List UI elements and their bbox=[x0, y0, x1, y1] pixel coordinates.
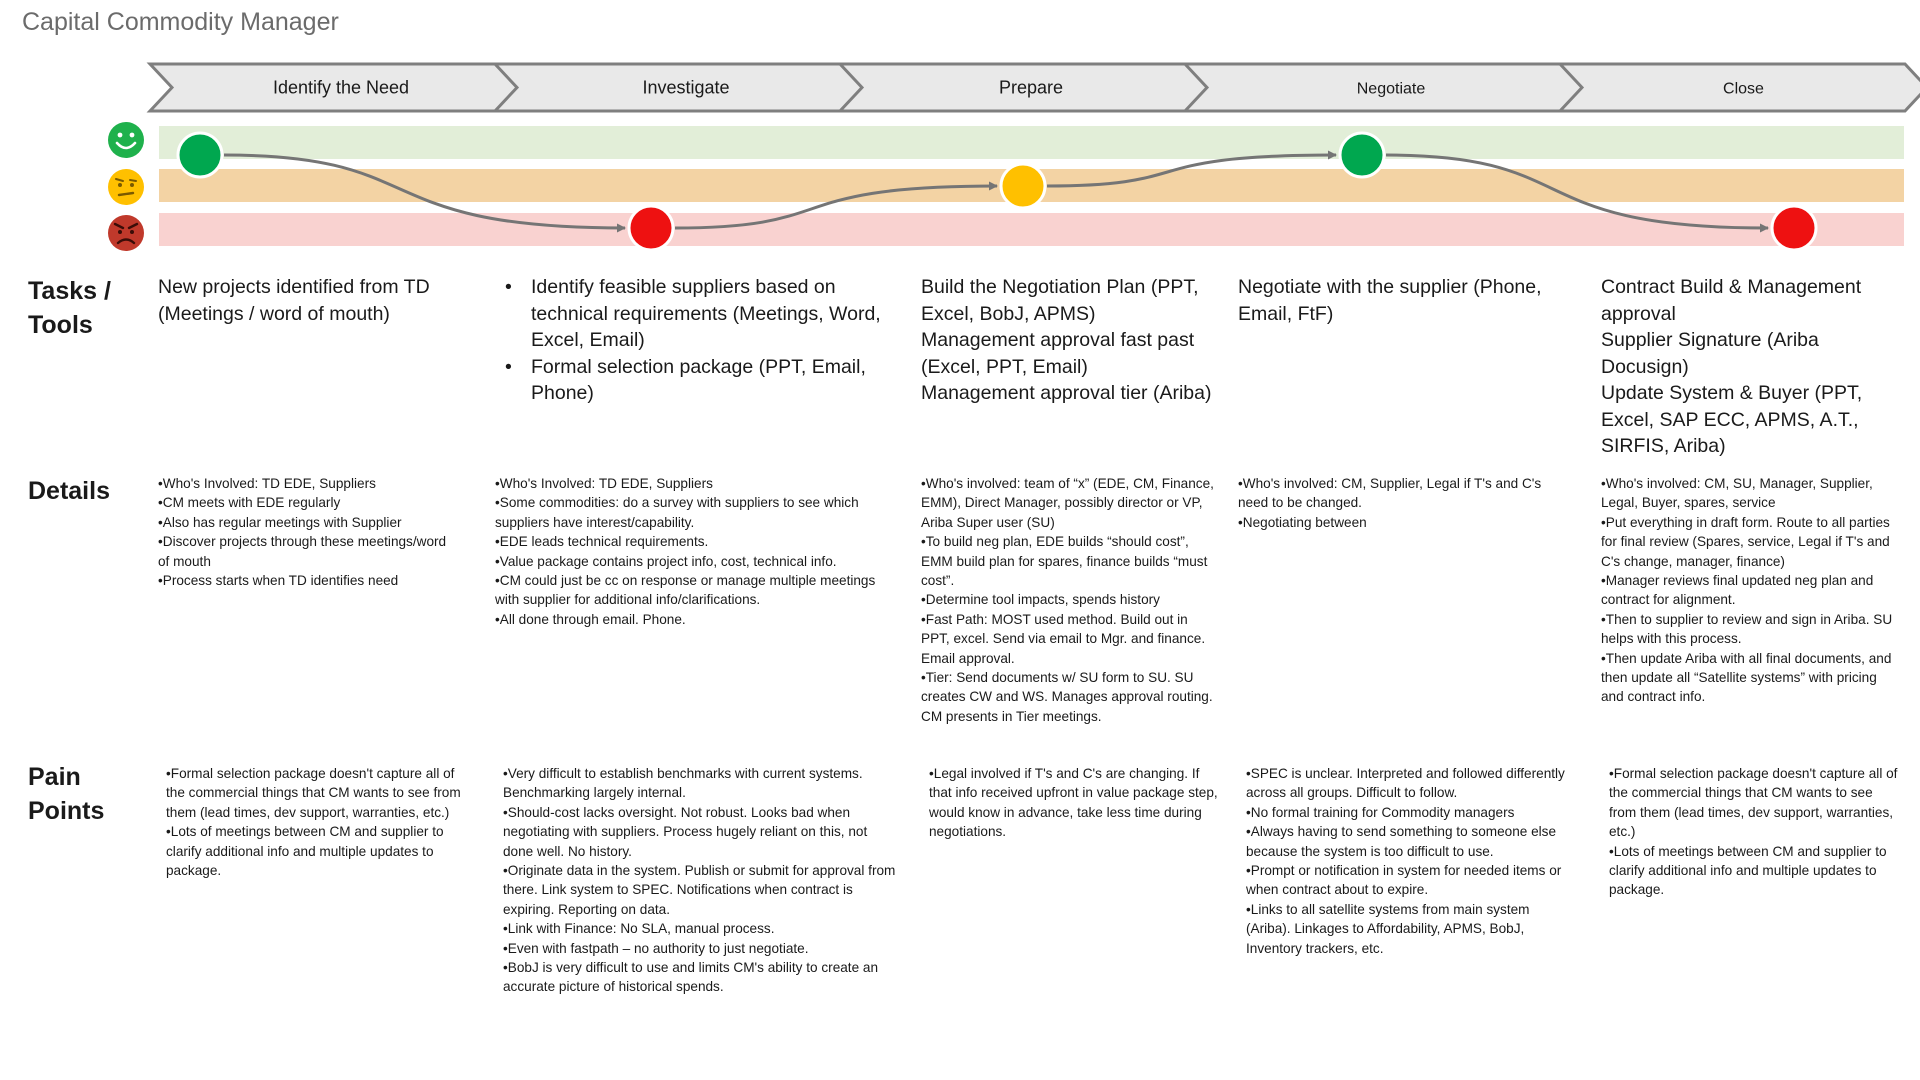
tasks-cell bbox=[1238, 274, 1563, 327]
detail-item: •Who's Involved: TD EDE, Suppliers bbox=[495, 476, 713, 491]
pain-point-item: •SPEC is unclear. Interpreted and followed differently across all groups. Difficult to follow. bbox=[1246, 766, 1565, 801]
emotion-dot-happy bbox=[1340, 133, 1384, 177]
pain-point-item: •Very difficult to establish benchmarks with current systems. Benchmarking largely internal. bbox=[503, 766, 863, 801]
sad-face-icon bbox=[108, 215, 144, 251]
detail-item: •Value package contains project info, cost, technical info. bbox=[495, 553, 837, 569]
task-item: • Identify feasible suppliers based on technical requirements (Meetings, Word, Excel, Email) bbox=[531, 274, 895, 354]
task-item: Build the Negotiation Plan (PPT, Excel, BobJ, APMS) bbox=[921, 276, 1199, 325]
pain-point-item: •Legal involved if T's and C's are changing. If that info received upfront in value package step, would know in advance, take less time during negotiations. bbox=[929, 766, 1218, 840]
stage-chevron-4 bbox=[1185, 64, 1597, 111]
detail-item: •Determine tool impacts, spends history bbox=[921, 592, 1160, 608]
pain-point-item: •Always having to send something to someone else because the system is too difficult to use. bbox=[1246, 824, 1557, 859]
stage-label: Investigate bbox=[642, 77, 730, 98]
details-cell bbox=[1601, 474, 1896, 707]
pain-points-cell bbox=[503, 764, 899, 997]
pain-point-item: •No formal training for Commodity managers bbox=[1246, 804, 1515, 820]
task-item: Management approval fast past (Excel, PPT, Email) bbox=[921, 329, 1195, 378]
happy-face-icon bbox=[108, 122, 144, 158]
emotion-dot-sad bbox=[1772, 206, 1816, 250]
pain-point-item: •BobJ is very difficult to use and limits CM's ability to create an accurate picture of historical spends. bbox=[503, 960, 879, 995]
detail-item: •Negotiating between bbox=[1238, 514, 1367, 530]
emotion-dot-happy bbox=[178, 133, 222, 177]
details-cell bbox=[921, 474, 1216, 726]
detail-item: •Who's involved: team of “x” (EDE, CM, Finance, EMM), Direct Manager, possibly director or VP, Ariba Super user (SU) bbox=[921, 476, 1214, 530]
emotion-dot-neutral bbox=[1001, 164, 1045, 208]
stage-chevron-5 bbox=[1560, 64, 1920, 111]
detail-item: •Tier: Send documents w/ SU form to SU. SU creates CW and WS. Manages approval routing. CM presents in Tier meetings. bbox=[921, 670, 1213, 724]
emotion-dot-sad bbox=[629, 206, 673, 250]
pain-point-item: •Link with Finance: No SLA, manual process. bbox=[503, 921, 775, 937]
detail-item: •Then update Ariba with all final documents, and then update all “Satellite systems” with pricing and contract info. bbox=[1601, 650, 1892, 705]
stage-chevron-3 bbox=[840, 64, 1222, 111]
detail-item: •Who's involved: CM, Supplier, Legal if T's and C's need to be changed. bbox=[1238, 476, 1542, 511]
stage-label: Identify the Need bbox=[272, 77, 410, 98]
detail-item: •All done through email. Phone. bbox=[495, 611, 686, 627]
details-cell bbox=[158, 474, 458, 590]
pain-point-item: •Lots of meetings between CM and supplier to clarify additional info and multiple updates to package. bbox=[1609, 843, 1887, 898]
task-item: Management approval tier (Ariba) bbox=[921, 382, 1212, 404]
pain-point-item: •Prompt or notification in system for needed items or when contract about to expire. bbox=[1246, 863, 1562, 898]
detail-item: •Discover projects through these meetings/word of mouth bbox=[158, 534, 447, 569]
tasks-cell bbox=[921, 274, 1216, 407]
tasks-cell bbox=[495, 274, 895, 407]
pain-points-cell bbox=[166, 764, 462, 880]
pain-point-item: •Links to all satellite systems from main system (Ariba). Linkages to Affordability, APMS, BobJ, Inventory trackers, etc. bbox=[1246, 901, 1530, 956]
detail-item: •CM could just be cc on response or manage multiple meetings with supplier for additional info/clarifications. bbox=[495, 573, 876, 608]
pain-point-item: •Lots of meetings between CM and supplier to clarify additional info and multiple updates to package. bbox=[166, 824, 444, 879]
row-label-details: Details bbox=[28, 477, 110, 505]
detail-item: •Fast Path: MOST used method. Build out in PPT, excel. Send via email to Mgr. and finance. Email approval. bbox=[921, 611, 1206, 666]
detail-item: •Process starts when TD identifies need bbox=[158, 573, 399, 589]
tasks-cell bbox=[1601, 274, 1901, 460]
pain-point-item: •Formal selection package doesn't capture all of the commercial things that CM wants to see from them (lead times, dev support, warranties, etc.) bbox=[1609, 766, 1898, 840]
detail-item: •To build neg plan, EDE builds “should cost”, EMM build plan for spares, finance builds “must cost”. bbox=[921, 534, 1208, 589]
details-cell bbox=[495, 474, 895, 629]
pain-points-cell bbox=[1246, 764, 1577, 958]
app-title: Capital Commodity Manager bbox=[22, 8, 339, 36]
tasks-cell bbox=[158, 274, 458, 327]
pain-point-item: •Even with fastpath – no authority to just negotiate. bbox=[503, 940, 809, 956]
detail-item: •CM meets with EDE regularly bbox=[158, 495, 341, 511]
detail-item: •Then to supplier to review and sign in Ariba. SU helps with this process. bbox=[1601, 611, 1893, 647]
detail-item: •Manager reviews final updated neg plan and contract for alignment. bbox=[1601, 573, 1874, 608]
journey-map bbox=[0, 0, 1920, 260]
task-item: Update System & Buyer (PPT, Excel, SAP ECC, APMS, A.T., SIRFIS, Ariba) bbox=[1601, 382, 1863, 457]
detail-item: •Also has regular meetings with Supplier bbox=[158, 514, 402, 530]
stage-label: Prepare bbox=[998, 77, 1064, 98]
pain-point-item: •Formal selection package doesn't capture all of the commercial things that CM wants to see from them (lead times, dev support, warranties, etc.) bbox=[166, 766, 461, 820]
detail-item: •Who's involved: CM, SU, Manager, Supplier, Legal, Buyer, spares, service bbox=[1601, 476, 1873, 511]
row-label-pain-points: Pain Points bbox=[28, 763, 105, 825]
task-item: Negotiate with the supplier (Phone, Email, FtF) bbox=[1238, 276, 1542, 325]
neutral-face-icon bbox=[108, 169, 144, 205]
task-item: • Formal selection package (PPT, Email, Phone) bbox=[531, 354, 895, 407]
stage-label: Negotiate bbox=[1356, 80, 1426, 98]
detail-item: •Who's Involved: TD EDE, Suppliers bbox=[158, 476, 376, 491]
detail-item: •Put everything in draft form. Route to all parties for final review (Spares, service, Legal if T's and C's change, manager, finance) bbox=[1601, 514, 1890, 569]
pain-point-item: •Should-cost lacks oversight. Not robust. Looks bad when negotiating with suppliers. Process hugely reliant on this, not done well. No history. bbox=[503, 804, 868, 859]
detail-item: •EDE leads technical requirements. bbox=[495, 534, 709, 550]
details-cell bbox=[1238, 474, 1573, 532]
row-label-tasks: Tasks / Tools bbox=[28, 277, 111, 339]
task-item: Supplier Signature (Ariba Docusign) bbox=[1601, 329, 1819, 378]
stage-label: Close bbox=[1723, 80, 1764, 98]
stage-chevron-2 bbox=[495, 64, 877, 111]
pain-points-cell bbox=[1609, 764, 1900, 900]
stage-chevron-1 bbox=[150, 64, 532, 111]
task-item: Contract Build & Management approval bbox=[1601, 276, 1862, 325]
band-happy bbox=[159, 126, 1904, 159]
task-item: New projects identified from TD (Meetings / word of mouth) bbox=[158, 276, 430, 325]
detail-item: •Some commodities: do a survey with suppliers to see which suppliers have interest/capability. bbox=[495, 495, 859, 530]
pain-points-cell bbox=[929, 764, 1220, 842]
pain-point-item: •Originate data in the system. Publish or submit for approval from there. Link system to SPEC. Notifications when contract is expiring. Reporting on data. bbox=[503, 863, 896, 917]
